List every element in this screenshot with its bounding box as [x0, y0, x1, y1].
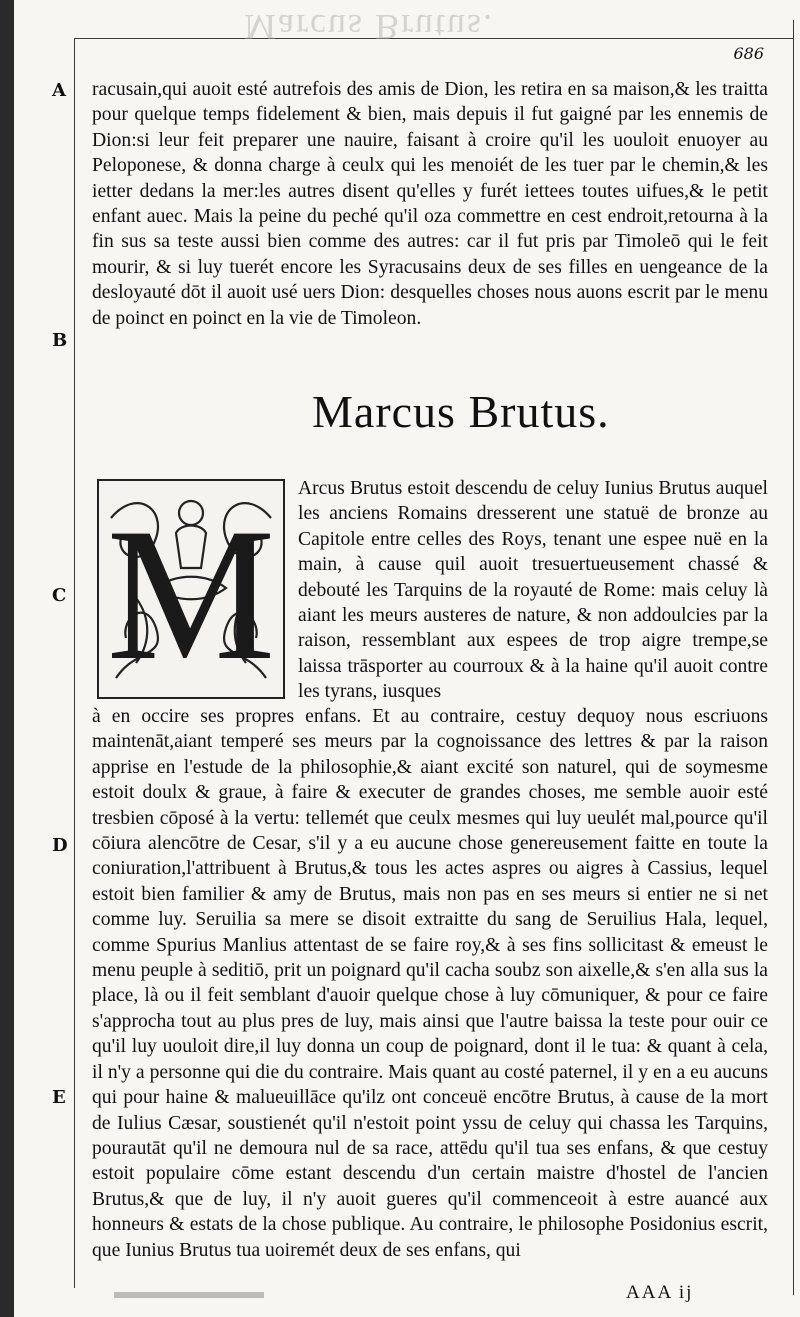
margin-marker-a: A	[52, 80, 66, 101]
book-page	[14, 0, 800, 1317]
section-title: Marcus Brutus.	[312, 386, 610, 437]
paragraph-timoleon: racusain,qui auoit esté autrefois des amis de Dion, les retira en sa maison,& les traitta pour quelque temps fidelement & bien, mais depuis il fut gaigné par les ennemis de Dion:si leur feit preparer une nauire, faisant à croire qu'il les uouloit enuoyer au Peloponese, & donna charge à ceulx qui les menoiét de les tuer par le chemin,& les ietter dedans la mer:les autres disent qu'elles y furét iettees toutes uifues,& le petit enfant auec. Mais la peine du peché qu'il oza commettre en cest endroit,retourna à la fin sus sa teste aussi bien comme des autres: car il fut pris par Timoleō qui le feit mourir, & si luy tuerét encore les Syracusains deux de ses filles en uengeance de la desloyauté dōt il auoit usé uers Dion: desquelles choses nous auons escrit par le menu de poinct en poinct en la vie de Timoleon.	[92, 79, 768, 329]
drop-cap-letter: M	[106, 490, 276, 700]
drop-cap-ornament-icon	[96, 478, 286, 700]
faint-footer-mark	[114, 1292, 264, 1298]
margin-marker-b: B	[52, 330, 68, 351]
opening-paragraph: Arcus Brutus estoit descendu de celuy Iunius Brutus auquel les anciens Romains dresserent une statuë de bronze au Capitole entre celles des Roys, tenant une espee nuë en la main, à cause quil auoit tresuertueusement chassé & debouté les Tarquins de la royauté de Rome: mais celuy là aiant les meurs austeres de nature, & non addoulcies par la raison, ressemblant aux espees de trop aigre trempe,se laissa trāsporter au courroux & à la haine qu'il auoit contre les tyrans, iusques	[298, 478, 768, 703]
right-margin-rule	[793, 20, 794, 1295]
signature-mark: AAA ij	[626, 1282, 694, 1303]
page-number: 686	[733, 44, 764, 63]
binding-edge	[0, 0, 14, 1317]
main-paragraph: à en occire ses propres enfans. Et au contraire, cestuy dequoy nous escriuons maintenāt,aiant temperé ses meurs par la cognoissance des lettres & par la raison apprise en l'estude de la philosophie,& aiant excité son naturel, qui de soymesme estoit doulx & graue, à faire & executer de grandes choses, me semble auoir esté tresbien cōposé à la vertu: tellemét que ceulx mesmes qui luy ueulét mal,pource qu'il cōiura alencōtre de Cesar, s'il y a eu aucune chose genereusement faitte en toute la coniuration,l'attribuent à Brutus,& tous les actes aspres ou aigres à Cassius, lequel estoit bien familier & amy de Brutus, mais non pas en ses meurs si entier ne si net comme luy. Seruilia sa mere se disoit extraitte du sang de Seruilius Hala, lequel, comme Spurius Manlius attentast de se faire roy,& à ses fins sollicitast & emeust le menu peuple à seditiō, prit un poignard qu'il cacha soubz son aixelle,& s'en alla sus la place, là ou il feit semblant d'auoir quelque chose à luy cōmuniquer, & pour ce faire s'approcha tout au plus pres de luy, mais ainsi que l'autre baissa la teste pour ouir ce qu'il luy uouloit dire,il luy donna un coup de poignard, dont il le tua: & quant à cela, il n'y a personne qui die du contraire. Mais quant au costé paternel, il y en a eu aucuns qui pour haine & malueuillāce qu'ilz ont conceuë encōtre Brutus, à cause de la mort de Iulius Cæsar, soustienét qu'il n'estoit point yssu de celuy qui chassa les Tarquins, pourautāt qu'il ne demoura nul de sa race, attēdu qu'il tua ses enfans, & que cestuy estoit populaire cōme estant descendu d'un certain maistre d'hostel de l'ancien Brutus,& que de luy, il n'y auoit gueres qu'il commenceoit à estre auancé aux honneurs & estats de la chose publique. Au contraire, le philosophe Posidonius escrit, que Iunius Brutus tua uoiremét deux de ses enfans, qui	[92, 706, 768, 1261]
left-margin-rule	[74, 38, 75, 1288]
ornamental-drop-cap	[96, 478, 286, 700]
margin-marker-e: E	[52, 1087, 66, 1108]
margin-marker-c: C	[52, 585, 67, 606]
margin-marker-d: D	[52, 835, 68, 856]
show-through-heading: Marcus Brutus.	[244, 7, 494, 47]
